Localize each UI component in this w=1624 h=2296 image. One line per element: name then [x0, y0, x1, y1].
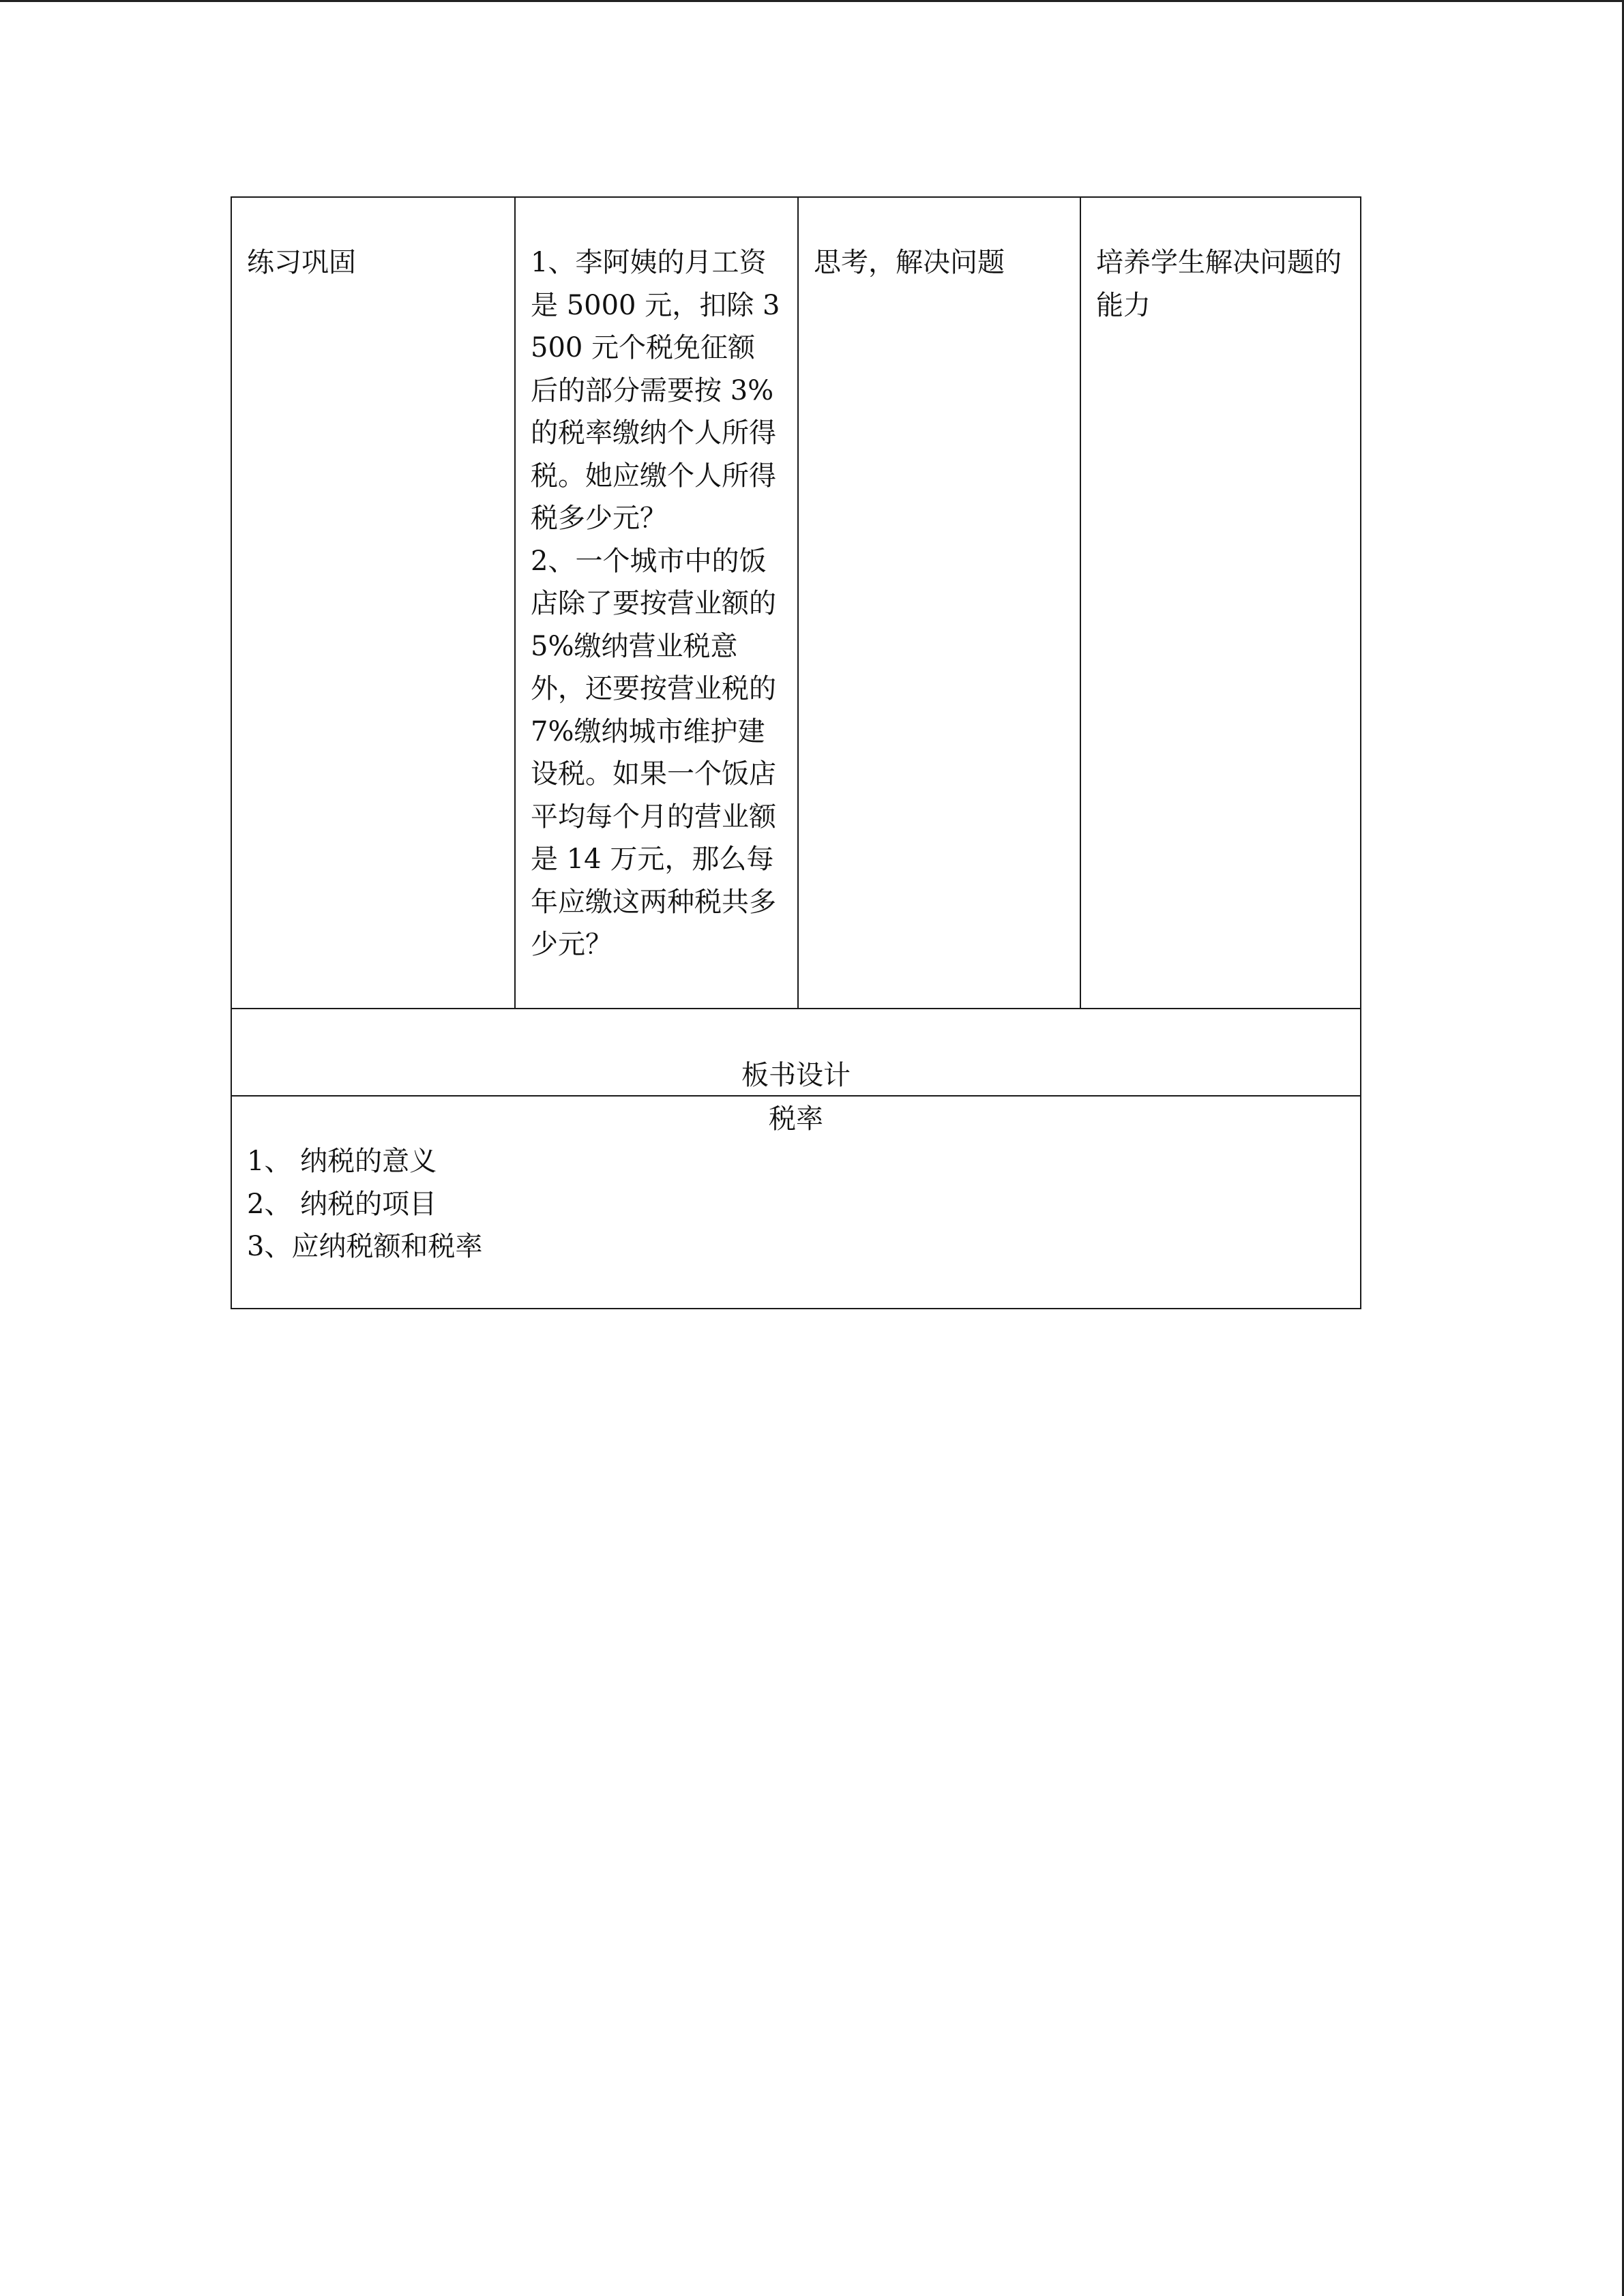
intent-text: 培养学生解决问题的能力 [1096, 247, 1342, 321]
board-design-row [232, 1097, 1360, 1308]
student-activity-text: 思考，解决问题 [814, 247, 1005, 278]
content-cell [514, 198, 797, 1008]
board-items-list [247, 1140, 482, 1268]
board-item: 1、 纳税的意义 [247, 1146, 437, 1177]
stage-text: 练习巩固 [247, 247, 356, 278]
student-activity-cell [797, 198, 1080, 1008]
page-top-border [0, 0, 1624, 2]
exercise-1-text: 1、李阿姨的月工资是 5000 元，扣除 3500 元个税免征额后的部分需要按 3%的税率缴纳个人所得税。她应缴个人所得税多少元？ [531, 247, 780, 534]
practice-row [232, 198, 1360, 1009]
board-item: 2、 纳税的项目 [247, 1188, 437, 1220]
intent-cell [1080, 198, 1360, 1008]
board-design-heading: 板书设计 [741, 1060, 851, 1091]
board-design-heading-row [232, 1009, 1360, 1097]
lesson-plan-table [231, 196, 1361, 1309]
board-item: 3、应纳税额和税率 [247, 1231, 483, 1262]
stage-cell [232, 198, 514, 1008]
exercise-2-text: 2、一个城市中的饭店除了要按营业额的 5%缴纳营业税意外，还要按营业税的 7%缴纳城市维护建设税。如果一个饭店平均每个月的营业额是 14 万元，那么每年应缴这两种税共多少元？ [531, 545, 776, 960]
board-title: 税率 [769, 1103, 823, 1135]
